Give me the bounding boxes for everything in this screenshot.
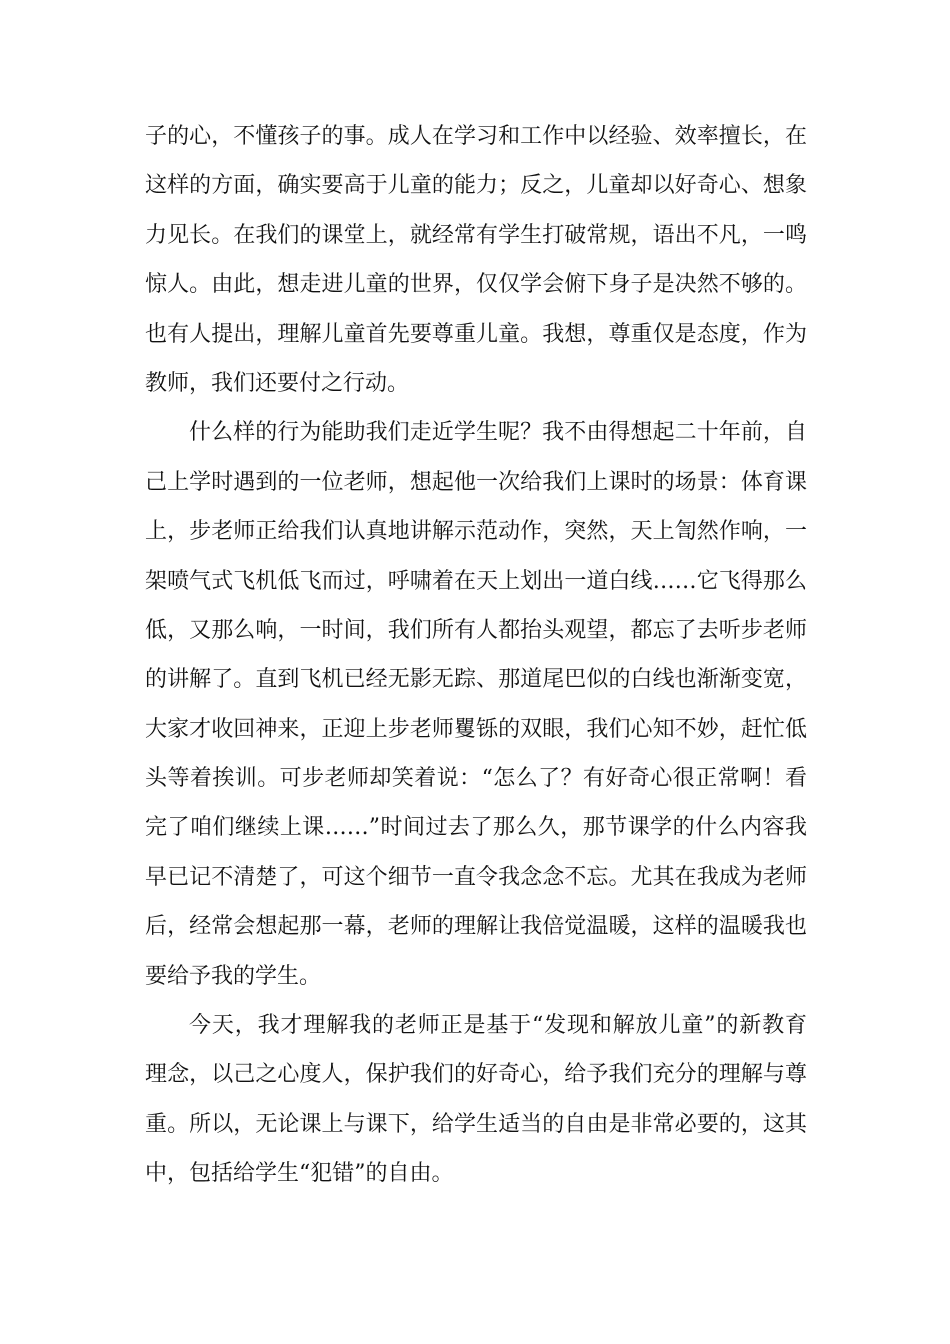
- text-line: 要给予我的学生。: [145, 963, 322, 989]
- text-line: 架喷气式飞机低飞而过，呼啸着在天上划出一道白线……它飞得那么: [145, 568, 807, 594]
- text-line: 这样的方面，确实要高于儿童的能力；反之，儿童却以好奇心、想象: [145, 173, 807, 199]
- text-line: 中，包括给学生“犯错”的自由。: [145, 1161, 454, 1187]
- text-line: 头等着挨训。可步老师却笑着说：“怎么了？有好奇心很正常啊！看: [145, 766, 807, 792]
- text-line: 也有人提出，理解儿童首先要尊重儿童。我想，尊重仅是态度，作为: [145, 321, 807, 347]
- text-line: 完了咱们继续上课……”时间过去了那么久，那节课学的什么内容我: [145, 815, 807, 841]
- body-text: [145, 112, 807, 1199]
- text-line: 己上学时遇到的一位老师，想起他一次给我们上课时的场景：体育课: [145, 469, 807, 495]
- paragraph-first-line: 什么样的行为能助我们走近学生呢？我不由得想起二十年前，自: [189, 420, 807, 446]
- text-line: 惊人。由此，想走进儿童的世界，仅仅学会俯下身子是决然不够的。: [145, 272, 807, 298]
- text-line: 的讲解了。直到飞机已经无影无踪、那道尾巴似的白线也渐渐变宽，: [145, 667, 807, 693]
- text-line: 早已记不清楚了，可这个细节一直令我念念不忘。尤其在我成为老师: [145, 864, 807, 890]
- text-line: 力见长。在我们的课堂上，就经常有学生打破常规，语出不凡，一鸣: [145, 222, 807, 248]
- paragraph-first-line: 今天，我才理解我的老师正是基于“发现和解放儿童”的新教育: [189, 1013, 807, 1039]
- text-line: 后，经常会想起那一幕，老师的理解让我倍觉温暖，这样的温暖我也: [145, 914, 807, 940]
- text-line: 低，又那么响，一时间，我们所有人都抬头观望，都忘了去听步老师: [145, 617, 807, 643]
- text-line: 理念，以己之心度人，保护我们的好奇心，给予我们充分的理解与尊: [145, 1062, 807, 1088]
- text-line: 教师，我们还要付之行动。: [145, 370, 410, 396]
- text-line: 重。所以，无论课上与课下，给学生适当的自由是非常必要的，这其: [145, 1111, 807, 1137]
- text-line: 上，步老师正给我们认真地讲解示范动作，突然，天上訇然作响，一: [145, 519, 807, 545]
- text-line: 大家才收回神来，正迎上步老师矍铄的双眼，我们心知不妙，赶忙低: [145, 716, 807, 742]
- text-line: 子的心，不懂孩子的事。成人在学习和工作中以经验、效率擅长，在: [145, 124, 807, 149]
